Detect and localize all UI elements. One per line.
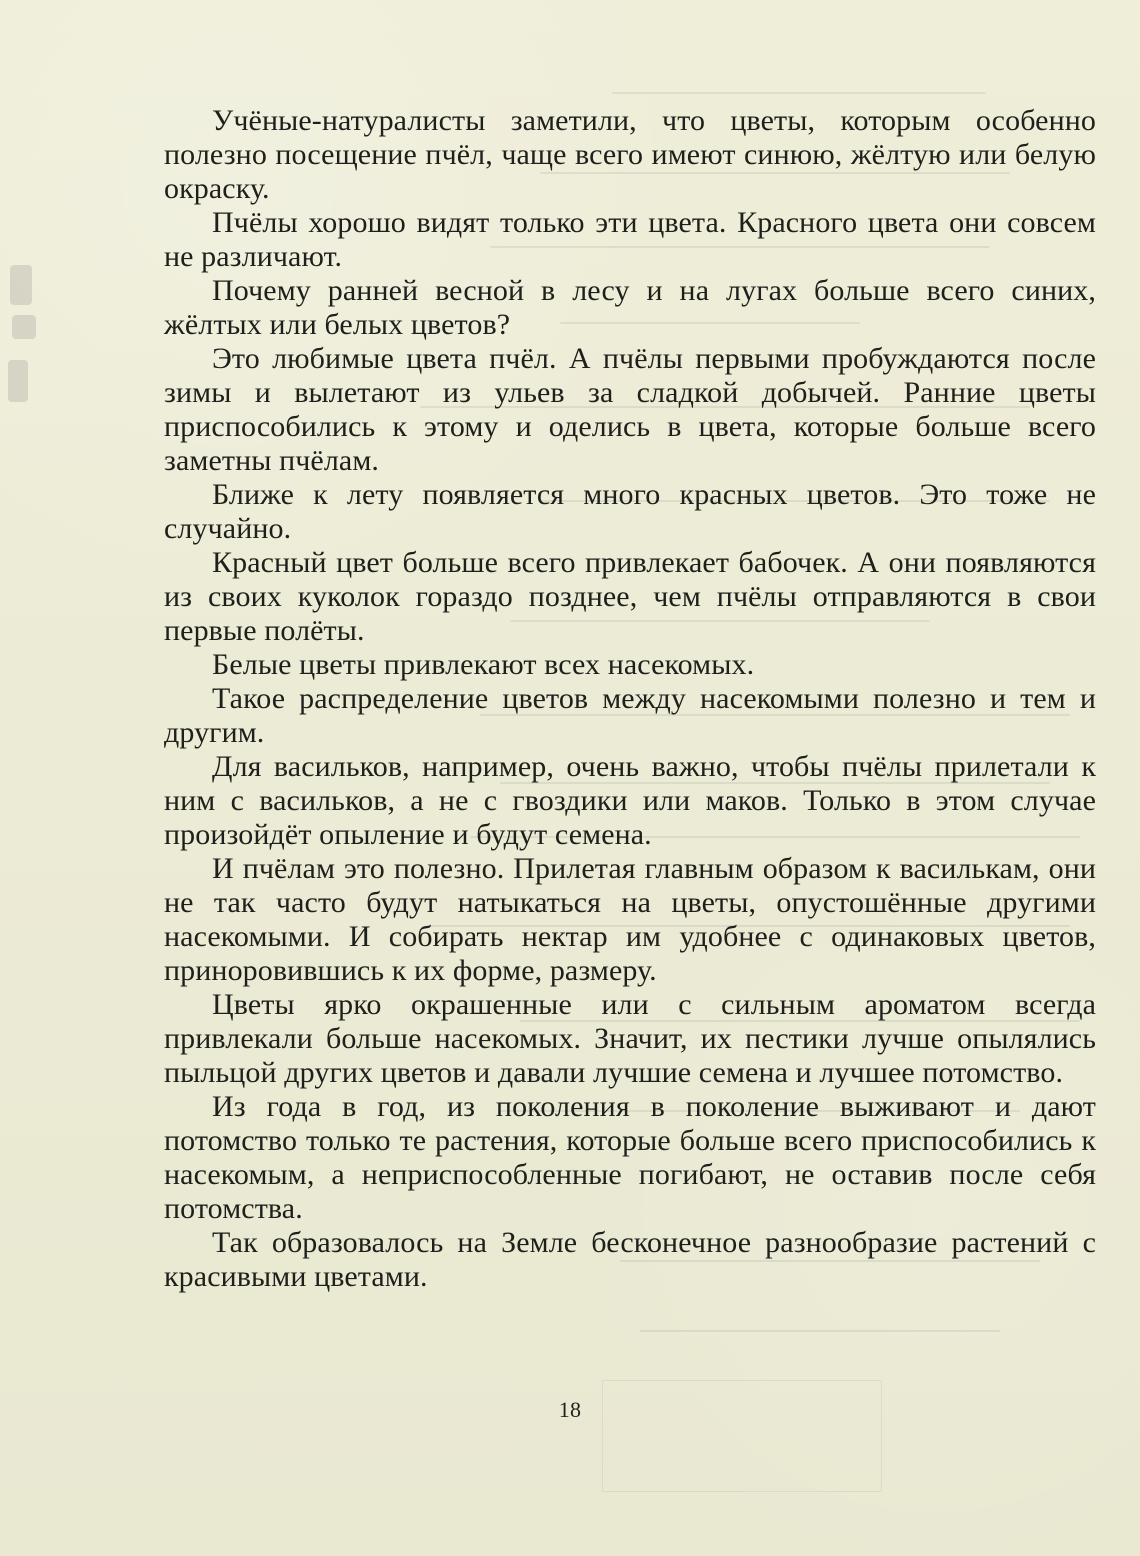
paragraph-7: Белые цветы привлекают всех насекомых. — [212, 648, 755, 681]
paragraph-9: Для васильков, например, очень важно, чтобы пчёлы прилетали к ним с васильков, а не с гвоздики или маков. Только в этом случае произойдёт опыление и будут семена. — [164, 750, 1096, 851]
paragraph-1: Учёные-натуралисты заметили, что цветы, которым особенно полезно посещение пчёл, чаще всего имеют синюю, жёлтую или белую окраску. — [164, 104, 1096, 205]
paragraph-3: Почему ранней весной в лесу и на лугах больше всего синих, жёлтых или белых цветов? — [164, 274, 1096, 341]
ghost-line — [640, 1330, 1000, 1332]
body-text — [164, 104, 1096, 1294]
paragraph-2: Пчёлы хорошо видят только эти цвета. Красного цвета они совсем не различают. — [164, 206, 1096, 273]
margin-mark — [12, 315, 36, 339]
margin-mark — [10, 265, 32, 305]
margin-mark — [8, 360, 28, 402]
paragraph-5: Ближе к лету появляется много красных цветов. Это тоже не случайно. — [164, 478, 1096, 545]
paragraph-11: Цветы ярко окрашенные или с сильным ароматом всегда привлекали больше насекомых. Значит, их пестики лучше опылялись пыльцой других цветов и давали лучшие семена и лучшее потомство. — [164, 988, 1096, 1089]
paragraph-10: И пчёлам это полезно. Прилетая главным образом к василькам, они не так часто будут натыкаться на цветы, опустошённые другими насекомыми. И собирать нектар им удобнее с одинаковых цветов, приноровившись к их форме, размеру. — [164, 852, 1096, 987]
paragraph-4: Это любимые цвета пчёл. А пчёлы первыми пробуждаются после зимы и вылетают из ульев за сладкой добычей. Ранние цветы приспособились к этому и оделись в цвета, которые больше всего заметны пчёлам. — [164, 342, 1096, 477]
paragraph-12: Из года в год, из поколения в поколение выживают и дают потомство только те растения, которые больше всего приспособились к насекомым, а неприспособленные погибают, не оставив после себя потомства. — [164, 1090, 1096, 1225]
page-number: 18 — [558, 1397, 582, 1422]
ghost-line — [612, 92, 986, 94]
paragraph-13: Так образовалось на Земле бесконечное разнообразие растений с красивыми цветами. — [164, 1226, 1096, 1293]
paragraph-8: Такое распределение цветов между насекомыми полезно и тем и другим. — [164, 682, 1096, 749]
paragraph-6: Красный цвет больше всего привлекает бабочек. А они появляются из своих куколок гораздо позднее, чем пчёлы отправляются в свои первые полёты. — [164, 546, 1096, 647]
ghost-box — [602, 1380, 882, 1492]
